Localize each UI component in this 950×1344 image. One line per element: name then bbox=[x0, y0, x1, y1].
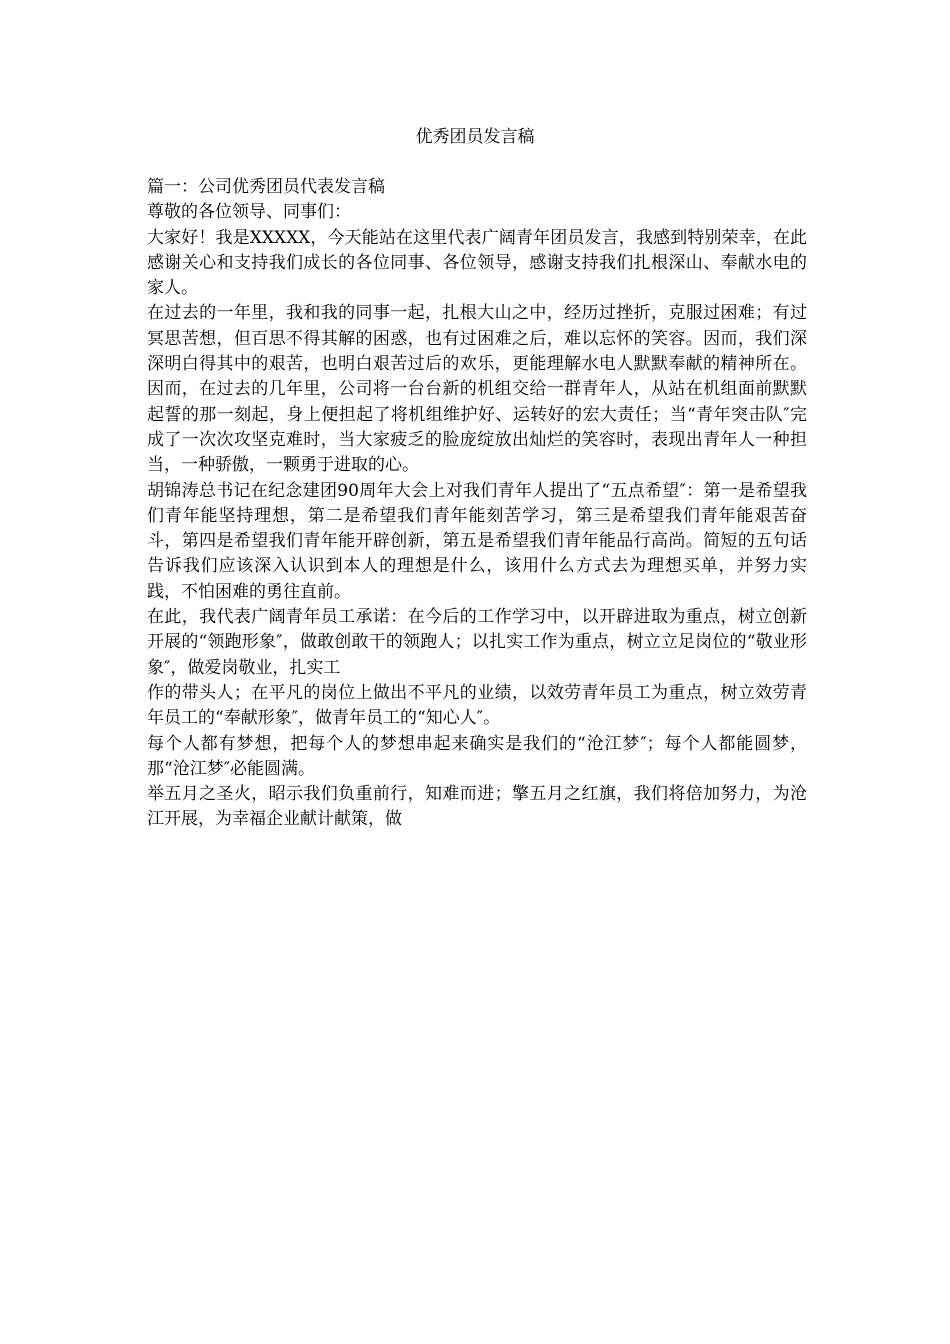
paragraph: 胡锦涛总书记在纪念建团90周年大会上对我们青年人提出了“五点希望″：第一是希望我们青年能坚持理想，第二是希望我们青年能刻苦学习，第三是希望我们青年能艰苦奋斗，第四是希望我们青年能开辟创新，第五是希望我们青年能品行高尚。简短的五句话告诉我们应该深入认识到本人的理想是什么，该用什么方式去为理想买单，并努力实践，不怕困难的勇往直前。 bbox=[147, 480, 807, 602]
document-body bbox=[147, 175, 807, 833]
paragraph: 在此，我代表广阔青年员工承诺：在今后的工作学习中，以开辟进取为重点，树立创新开展的“领跑形象″，做敢创敢干的领跑人；以扎实工作为重点，树立立足岗位的“敬业形象″，做爱岗敬业，扎实工 bbox=[147, 607, 807, 678]
paragraph: 大家好！我是XXXXX，今天能站在这里代表广阔青年团员发言，我感到特别荣幸，在此感谢关心和支持我们成长的各位同事、各位领导，感谢支持我们扎根深山、奉献水电的家人。 bbox=[147, 227, 807, 299]
paragraph: 作的带头人；在平凡的岗位上做出不平凡的业绩，以效劳青年员工为重点，树立效劳青年员工的“奉献形象″，做青年员工的“知心人″。 bbox=[147, 682, 807, 729]
salutation: 尊敬的各位领导、同事们： bbox=[147, 202, 351, 223]
section-heading: 篇一：公司优秀团员代表发言稿 bbox=[147, 177, 385, 197]
paragraph: 在过去的一年里，我和我的同事一起，扎根大山之中，经历过挫折，克服过困难；有过冥思苦想，但百思不得其解的困惑，也有过困难之后，难以忘怀的笑容。因而，我们深深明白得其中的艰苦，也明白艰苦过后的欢乐，更能理解水电人默默奉献的精神所在。因而，在过去的几年里，公司将一台台新的机组交给一群青年人，从站在机组面前默默起誓的那一刻起，身上便担起了将机组维护好、运转好的宏大责任；当“青年突击队″完成了一次次攻坚克难时，当大家疲乏的脸庞绽放出灿烂的笑容时，表现出青年人一种担当，一种骄傲，一颗勇于进取的心。 bbox=[147, 303, 807, 476]
document-title: 优秀团员发言稿 bbox=[415, 127, 535, 147]
paragraph: 每个人都有梦想，把每个人的梦想串起来确实是我们的“沧江梦″；每个人都能圆梦，那“沧江梦″必能圆满。 bbox=[147, 733, 807, 779]
paragraph: 举五月之圣火，昭示我们负重前行，知难而进；擎五月之红旗，我们将倍加努力，为沧江开展，为幸福企业献计献策，做 bbox=[147, 784, 807, 830]
